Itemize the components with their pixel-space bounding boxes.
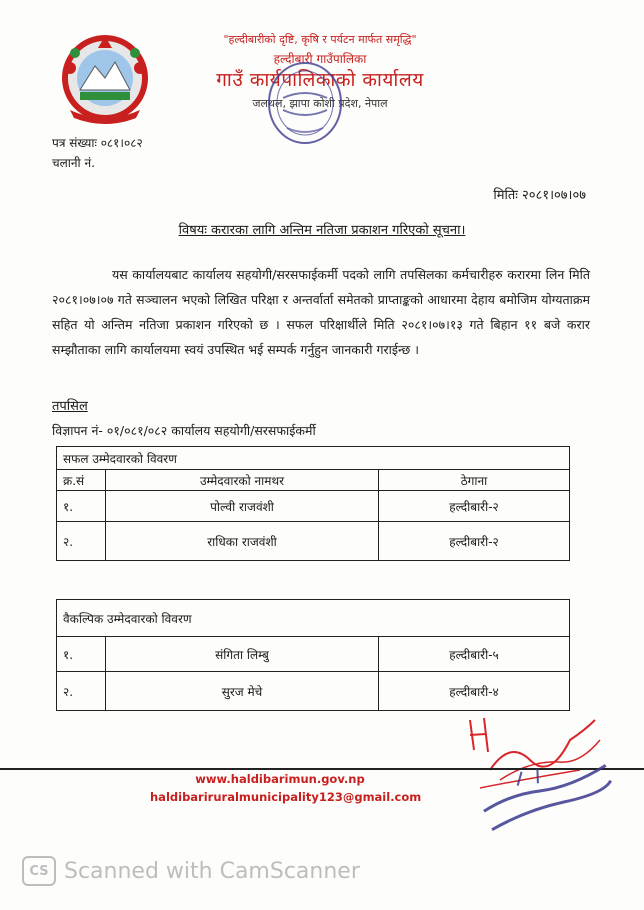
successful-table-caption: सफल उम्मेदवारको विवरण [57,447,570,470]
table-row [57,522,570,561]
header-serial: क्र.सं [57,470,106,491]
row-serial: २. [57,522,106,561]
letter-date: मितिः २०८१।०७।०७ [493,188,586,203]
office-stamp [265,58,345,148]
camscanner-text: Scanned with CamScanner [64,858,360,884]
row-address: हल्दीबारी-५ [379,637,570,672]
dispatch-number: चलानी नं. [52,156,95,170]
alternate-candidates-table [56,599,570,711]
advertisement-number: विज्ञापन नं- ०१/०८१/०८२ कार्यालय सहयोगी/सरसफाईकर्मी [52,423,316,438]
row-name: राधिका राजवंशी [106,522,379,561]
successful-candidates-table [56,446,570,561]
row-name: पोल्वी राजवंशी [106,491,379,522]
letter-subject [0,220,644,238]
table-row [57,491,570,522]
office-name: गाउँ कार्यपालिकाको कार्यालय [216,69,424,91]
row-address: हल्दीबारी-२ [379,491,570,522]
office-address: जलथल, झापा कोशी प्रदेश, नेपाल [252,97,388,110]
header-slogan: "हल्दीबारीको दृष्टि, कृषि र पर्यटन मार्फत समृद्धि" [223,33,417,46]
nepal-emblem-icon [50,28,160,128]
footer-email: haldibariruralmunicipality123@gmail.com [150,790,422,804]
footer-website: www.haldibarimun.gov.np [195,772,365,786]
signer-stamp [472,755,622,835]
header-name: उम्मेदवारको नामथर [106,470,379,491]
subject-text: विषयः करारका लागि अन्तिम नतिजा प्रकाशन गरिएको सूचना। [178,223,466,238]
details-heading: तपसिल [52,399,88,414]
row-address: हल्दीबारी-४ [379,672,570,711]
table-row [57,637,570,672]
row-serial: २. [57,672,106,711]
body-text: यस कार्यालयबाट कार्यालय सहयोगी/सरसफाईकर्मी पदको लागि तपसिलका कर्मचारीहरु करारमा लिन मिति २०८१।०७।०७ गते सञ्चालन भएको लिखित परिक्षा र अन्तर्वार्ता समेतको प्राप्ताङ्कको आधारमा देहाय बमोजिम योग्यताक्रम सहित यो अन्तिम नतिजा प्रकाशन गरिएको छ । सफल परिक्षार्थीले मिति २०८१।०७।१३ गते बिहान ११ बजे करार सम्झौताका लागि कार्यालयमा स्वयं उपस्थित भई सम्पर्क गर्नुहुन जानकारी गराईन्छ । [52,267,590,357]
municipality-name: हल्दीबारी गाउँपालिका [273,52,367,66]
header-address: ठेगाना [379,470,570,491]
row-name: सुरज मेचे [106,672,379,711]
alternate-table-caption: वैकल्पिक उम्मेदवारको विवरण [57,600,570,637]
body-paragraph [52,262,590,362]
reference-number: पत्र संख्याः ०८१।०८२ [52,136,143,150]
row-serial: १. [57,637,106,672]
row-serial: १. [57,491,106,522]
camscanner-watermark [22,856,360,886]
row-name: संगिता लिम्बु [106,637,379,672]
row-address: हल्दीबारी-२ [379,522,570,561]
camscanner-logo: CS [22,856,56,886]
